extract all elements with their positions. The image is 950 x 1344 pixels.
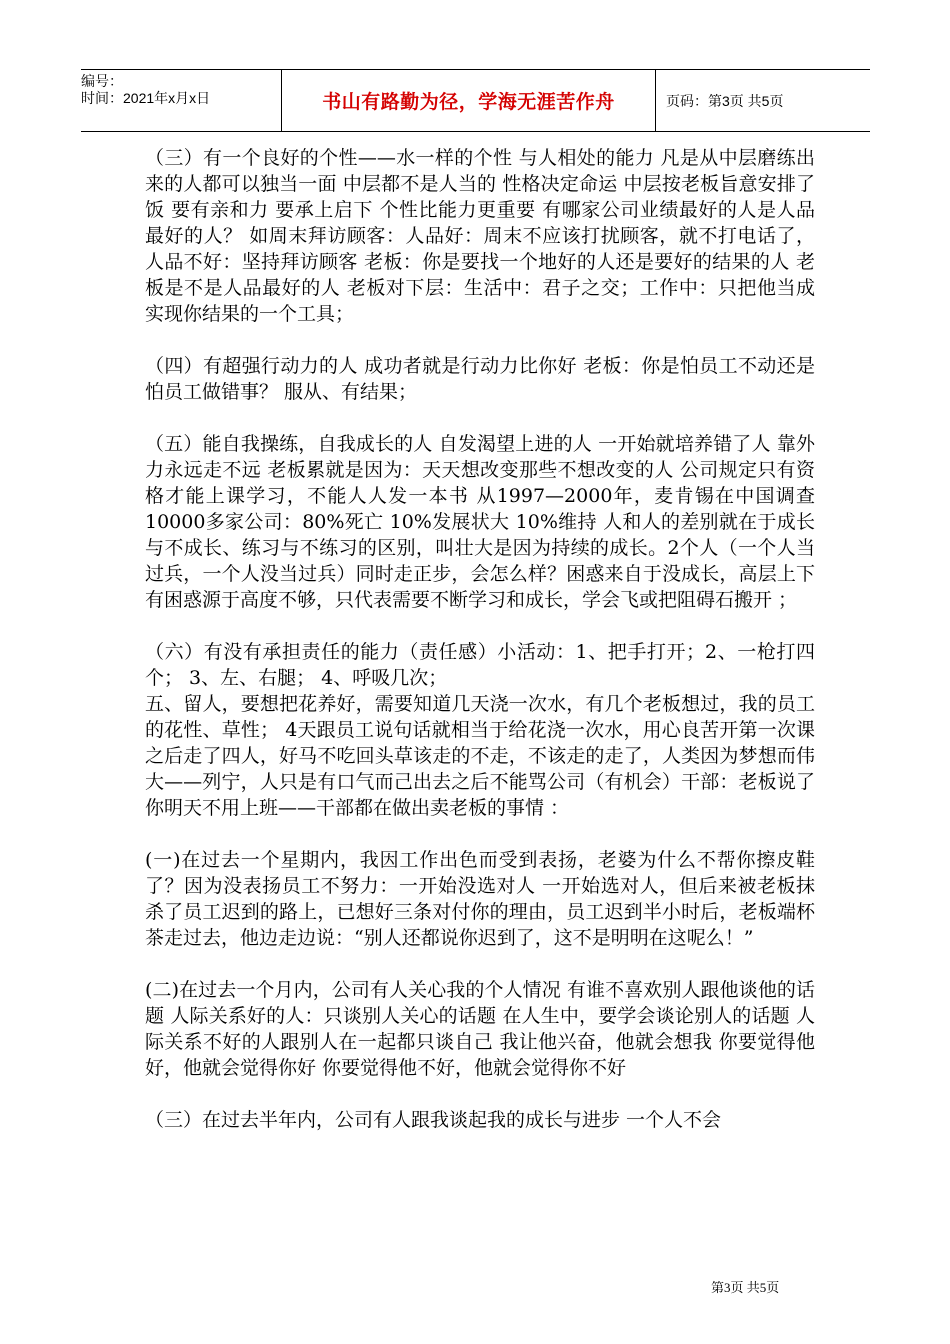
paragraph-self-growth: （五）能自我操练，自我成长的人 自发渴望上进的人 一开始就培养错了人 靠外力永远走不远 老板累就是因为：天天想改变那些不想改变的人 公司规定只有资格才能上课学习，不能人人发一本书 从1997—2000年，麦肯锡在中国调查10000多家公司：80%死亡 10%发展状大 10%维持 人和人的差别就在于成长与不成长、练习与不练习的区别，叫壮大是因为持续的成长。2个人（一个人当过兵，一个人没当过兵）同时走正步，会怎么样？困惑来自于没成长，高层上下有困惑源于高度不够，只代表需要不断学习和成长，学会飞或把阻碍石搬开 ； (145, 433, 815, 611)
header-meta (81, 70, 281, 131)
paragraph-responsibility: （六）有没有承担责任的能力（责任感）小活动：1、把手打开；2、一枪打四个； 3、左、右腿； 4、呼吸几次； (145, 641, 815, 689)
paragraph-retention: 五、留人，要想把花养好，需要知道几天浇一次水，有几个老板想过，我的员工的花性、草性； 4天跟员工说句话就相当于给花浇一次水，用心良苦开第一次课之后走了四人，好马不吃回头草该走的不走，不该走的走了，人类因为梦想而伟大——列宁，人只是有口气而己出去之后不能骂公司（有机会）干部：老板说了你明天不用上班——干部都在做出卖老板的事情 ： (145, 693, 815, 819)
paragraph-praise: (一)在过去一个星期内，我因工作出色而受到表扬，老婆为什么不帮你擦皮鞋了？因为没表扬员工不努力：一开始没选对人 一开始选对人，但后来被老板抹杀了员工迟到的路上，已想好三条对付你的理由，员工迟到半小时后，老板端杯茶走过去，他边走边说：“别人还都说你迟到了，这不是明明在这呢么！” (145, 849, 815, 949)
document-body (145, 145, 815, 1133)
header-page-number: 页码：第3页 共5页 (666, 92, 784, 109)
paragraph-growth-talk: （三）在过去半年内，公司有人跟我谈起我的成长与进步 一个人不会 (145, 1109, 722, 1131)
paragraph-personality: （三）有一个良好的个性——水一样的个性 与人相处的能力 凡是从中层磨练出来的人都可以独当一面 中层都不是人当的 性格决定命运 中层按老板旨意安排了饭 要有亲和力 要承上启下 个性比能力更重要 有哪家公司业绩最好的人是人品最好的人？ 如周末拜访顾客：人品好：周末不应该打扰顾客，就不打电话了，人品不好：坚持拜访顾客 老板：你是要找一个地好的人还是要好的结果的人 老板是不是人品最好的人 老板对下层：生活中：君子之交；工作中：只把他当成实现你结果的一个工具； (145, 147, 815, 325)
document-number-label: 编号： (81, 73, 123, 89)
paragraph-care: (二)在过去一个月内，公司有人关心我的个人情况 有谁不喜欢别人跟他谈他的话题 人际关系好的人：只谈别人关心的话题 在人生中，要学会谈论别人的话题 人际关系不好的人跟别人在一起都只谈自己 我让他兴奋，他就会想我 你要觉得他好，他就会觉得你好 你要觉得他不好，他就会觉得你不好 (145, 979, 815, 1079)
document-date: 时间：2021年x月x日 (81, 90, 211, 106)
header-motto: 书山有路勤为径，学海无涯苦作舟 (281, 70, 656, 131)
page-header (81, 69, 870, 132)
paragraph-action: （四）有超强行动力的人 成功者就是行动力比你好 老板：你是怕员工不动还是怕员工做错事？ 服从、有结果； (145, 355, 815, 403)
page-footer: 第3页 共5页 (711, 1280, 780, 1295)
